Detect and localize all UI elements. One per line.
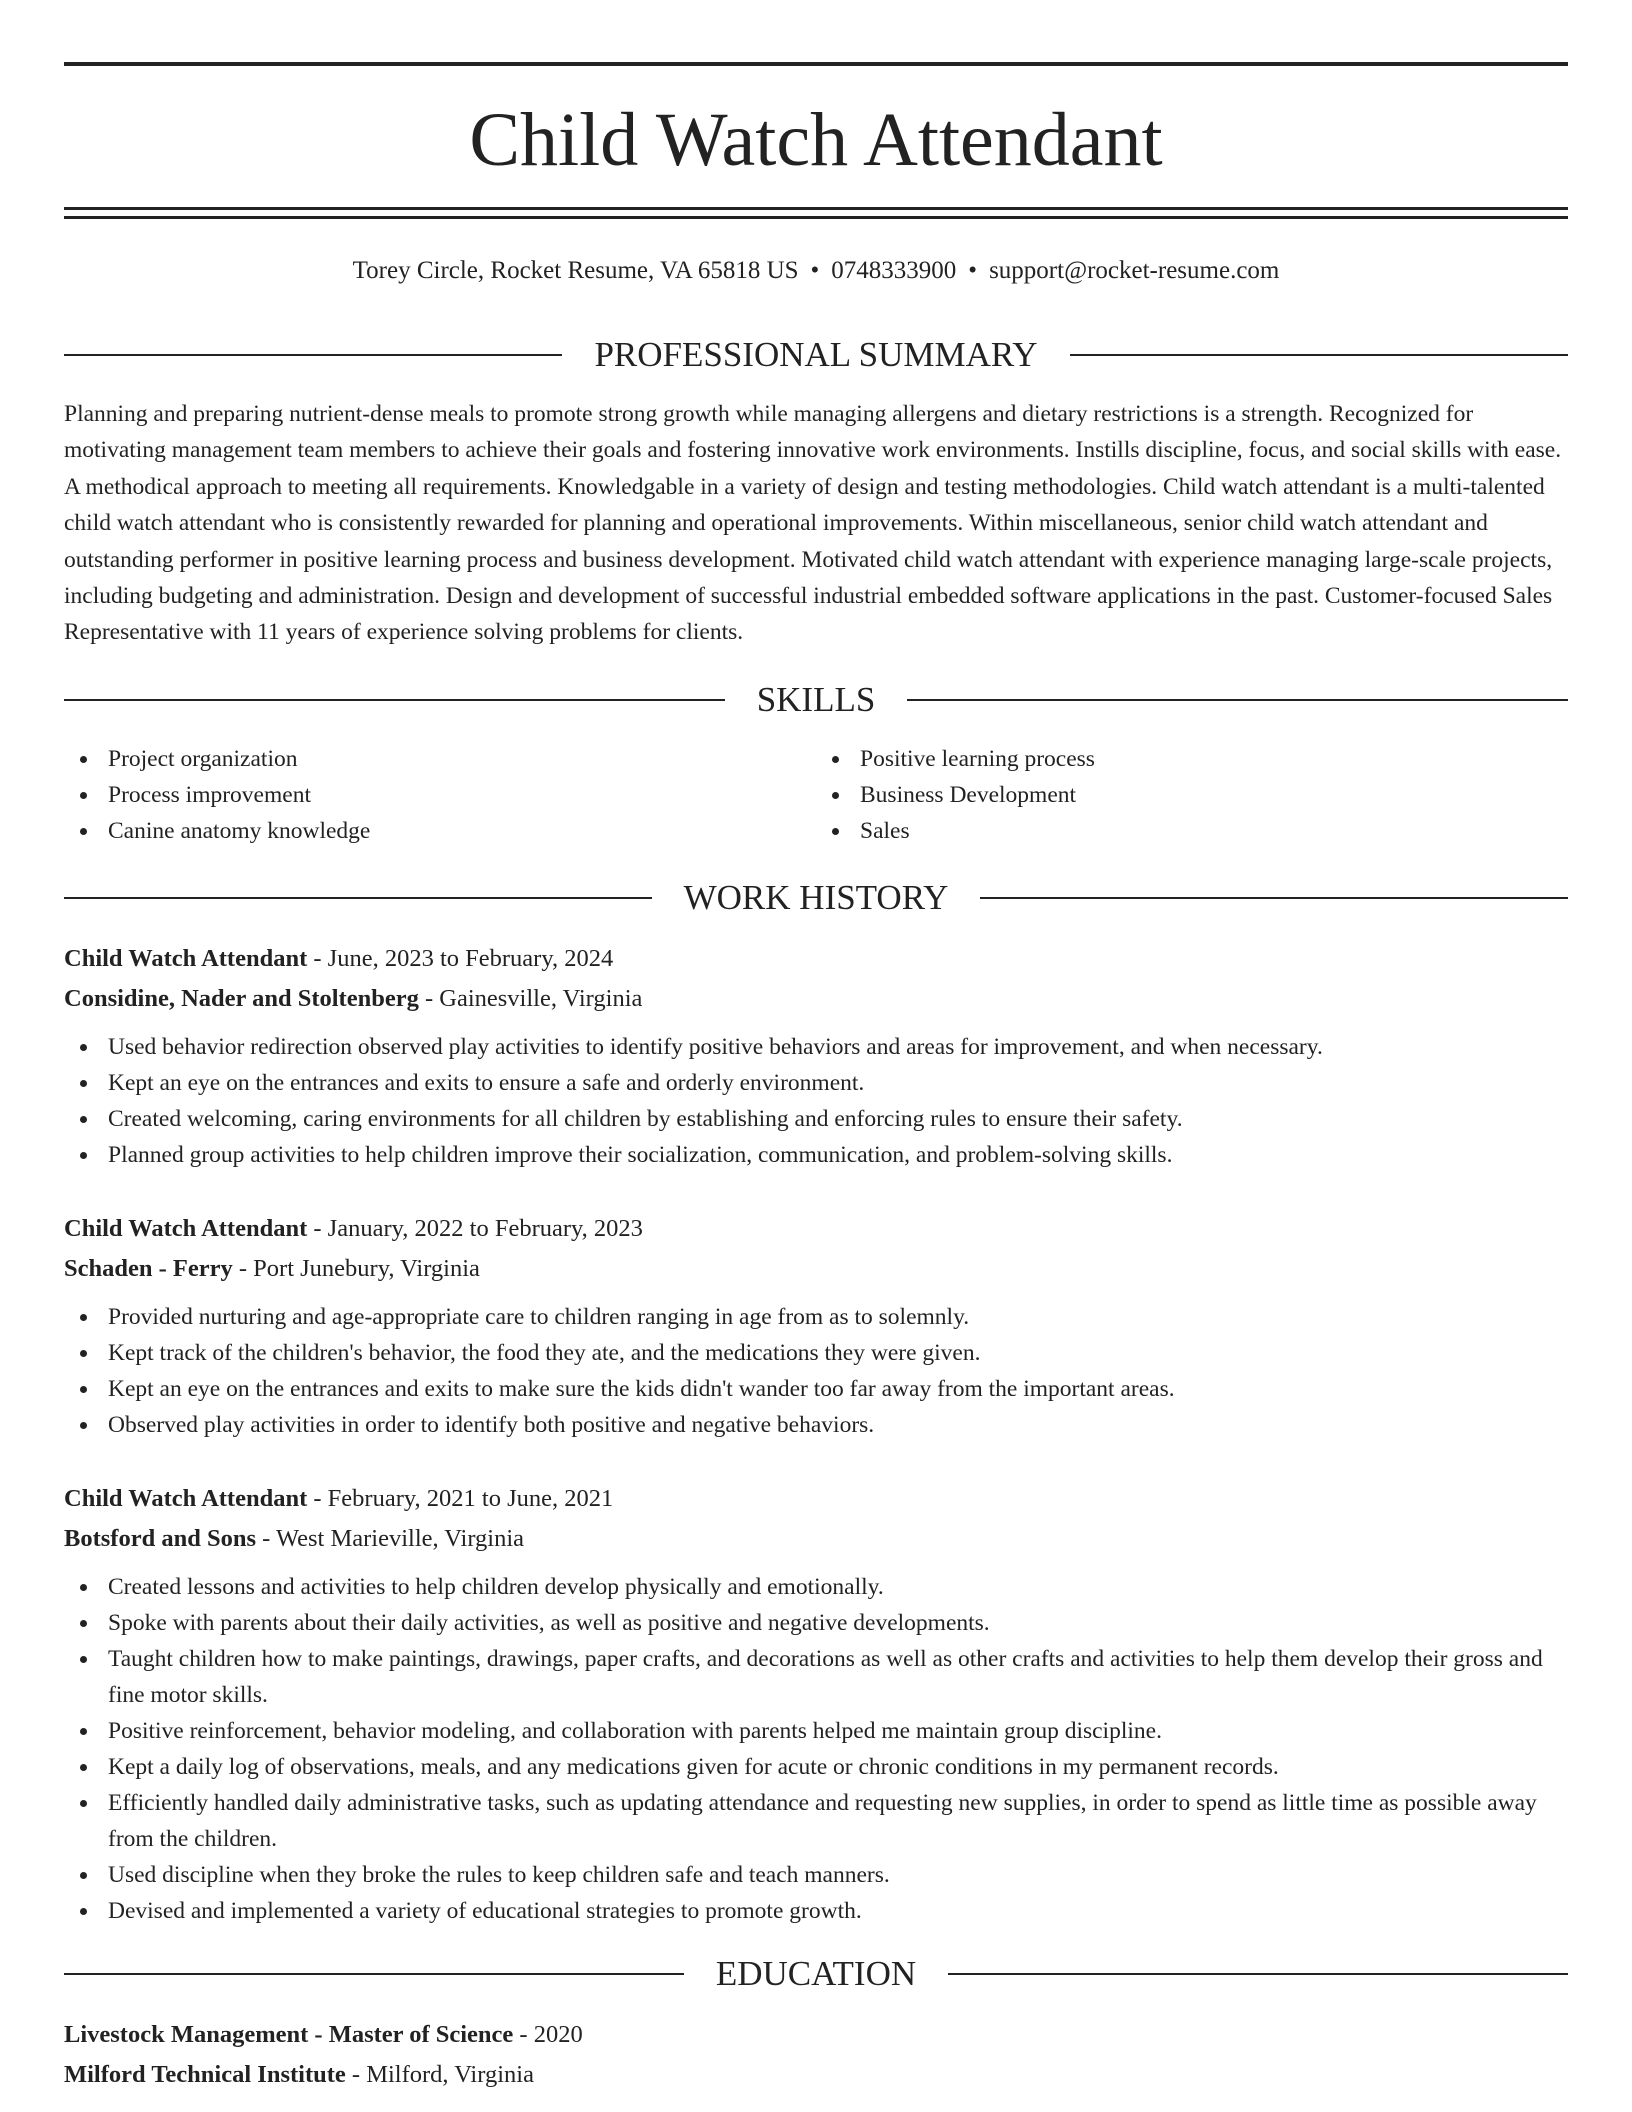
section-header-summary [64,330,1568,380]
job-company-line: Botsford and Sons - West Marieville, Virginia [64,1524,525,1552]
section-rule [1070,354,1568,356]
job-company: Botsford and Sons [64,1524,256,1552]
summary-text: Planning and preparing nutrient-dense meals to promote strong growth while managing allergens and dietary restrictions is a strength. Recognized for motivating management team members to achieve their goals and fostering innovative work environments. Instills discipline, focus, and social skills with ease. A methodical approach to meeting all requirements. Knowledgable in a variety of design and testing methodologies. Child watch attendant is a multi-talented child watch attendant who is consistently rewarded for planning and operational improvements. Within miscellaneous, senior child watch attendant and outstanding performer in positive learning process and business development. Motivated child watch attendant with experience managing large-scale projects, including budgeting and administration. Design and development of successful industrial embedded software applications in the past. Customer-focused Sales Representative with 11 years of experience solving problems for clients. [64,401,1562,646]
section-rule [64,897,652,899]
job-company-line: Considine, Nader and Stoltenberg - Gainesville, Virginia [64,984,643,1012]
section-rule [980,897,1568,899]
job-bullet: Kept an eye on the entrances and exits to make sure the kids didn't wander too far away from the important areas. [64,1371,1568,1407]
job-bullet: Used behavior redirection observed play activities to identify positive behaviors and areas for improvement, and when necessary. [64,1029,1568,1065]
section-header-skills [64,675,1568,725]
job-bullet: Positive reinforcement, behavior modeling, and collaboration with parents helped me maintain group discipline. [64,1713,1568,1749]
job-title-line: Child Watch Attendant - February, 2021 to June, 2021 [64,1484,614,1512]
job-role: Child Watch Attendant [64,944,308,972]
education-year: 2020 [533,2020,583,2048]
job-bullet: Devised and implemented a variety of educational strategies to promote growth. [64,1893,1568,1929]
job-role: Child Watch Attendant [64,1484,308,1512]
job-location: West Marieville, Virginia [275,1524,525,1552]
resume-title: Child Watch Attendant [469,98,1163,182]
job-bullet: Created welcoming, caring environments for all children by establishing and enforcing rules to ensure their safety. [64,1101,1568,1137]
job-entry [64,939,1568,1173]
section-rule [64,1973,684,1975]
education-degree-line: Livestock Management - Master of Science - 2020 [64,2020,583,2048]
job-bullet: Taught children how to make paintings, drawings, paper crafts, and decorations as well as other crafts and activities to help them develop their gross and fine motor skills. [64,1641,1568,1713]
job-company: Considine, Nader and Stoltenberg [64,984,419,1012]
education-entry [64,2015,1568,2095]
skill-item: Business Development [816,777,1568,813]
job-dates: January, 2022 to February, 2023 [327,1214,643,1242]
skill-item: Canine anatomy knowledge [64,813,816,849]
job-bullet: Kept an eye on the entrances and exits to ensure a safe and orderly environment. [64,1065,1568,1101]
job-bullets [64,1029,1568,1173]
education-school-line: Milford Technical Institute - Milford, Virginia [64,2060,534,2088]
resume-content [64,330,1568,2095]
section-header-education [64,1949,1568,1999]
contact-address: Torey Circle, Rocket Resume, VA 65818 US [352,257,799,284]
top-rule [64,62,1568,66]
skill-item: Positive learning process [816,741,1568,777]
job-entry [64,1209,1568,1443]
contact-separator: • [810,257,820,284]
section-title: PROFESSIONAL SUMMARY [594,335,1038,374]
contact-email: support@rocket-resume.com [989,257,1280,284]
job-location: Gainesville, Virginia [439,984,643,1012]
job-bullet: Created lessons and activities to help children develop physically and emotionally. [64,1569,1568,1605]
job-dates: June, 2023 to February, 2024 [327,944,614,972]
job-title-line: Child Watch Attendant - January, 2022 to February, 2023 [64,1214,643,1242]
job-location: Port Junebury, Virginia [253,1254,480,1282]
work-history [64,939,1568,1929]
job-company: Schaden - Ferry [64,1254,233,1282]
education-location: Milford, Virginia [366,2060,534,2088]
section-rule [64,699,725,701]
job-bullet: Observed play activities in order to identify both positive and negative behaviors. [64,1407,1568,1443]
section-rule [907,699,1568,701]
skills-column-right [816,741,1568,849]
job-bullet: Used discipline when they broke the rules to keep children safe and teach manners. [64,1857,1568,1893]
job-bullet: Provided nurturing and age-appropriate care to children ranging in age from as to solemnly. [64,1299,1568,1335]
skills-column-left [64,741,816,849]
job-bullets [64,1299,1568,1443]
skill-item: Project organization [64,741,816,777]
job-role: Child Watch Attendant [64,1214,308,1242]
job-bullet: Efficiently handled daily administrative tasks, such as updating attendance and requesting new supplies, in order to spend as little time as possible away from the children. [64,1785,1568,1857]
education-school: Milford Technical Institute [64,2060,346,2088]
double-rule [64,207,1568,219]
job-bullet: Planned group activities to help children improve their socialization, communication, and problem-solving skills. [64,1137,1568,1173]
section-title: EDUCATION [715,1953,917,1993]
job-bullet: Kept a daily log of observations, meals, and any medications given for acute or chronic conditions in my permanent records. [64,1749,1568,1785]
skills-list [64,741,1568,849]
contact-phone: 0748333900 [831,257,957,284]
section-title: WORK HISTORY [683,877,949,917]
job-bullet: Spoke with parents about their daily activities, as well as positive and negative developments. [64,1605,1568,1641]
section-header-work [64,873,1568,923]
section-rule [948,1973,1568,1975]
job-title-line: Child Watch Attendant - June, 2023 to February, 2024 [64,944,614,972]
contact-line [64,254,1568,288]
skill-item: Process improvement [64,777,816,813]
job-entry [64,1479,1568,1929]
section-rule [64,354,562,356]
job-company-line: Schaden - Ferry - Port Junebury, Virginia [64,1254,480,1282]
contact-separator: • [968,257,978,284]
job-dates: February, 2021 to June, 2021 [327,1484,614,1512]
section-title: SKILLS [756,679,876,719]
education-degree: Livestock Management - Master of Science [64,2020,514,2048]
job-bullet: Kept track of the children's behavior, the food they ate, and the medications they were given. [64,1335,1568,1371]
skill-item: Sales [816,813,1568,849]
job-bullets [64,1569,1568,1929]
